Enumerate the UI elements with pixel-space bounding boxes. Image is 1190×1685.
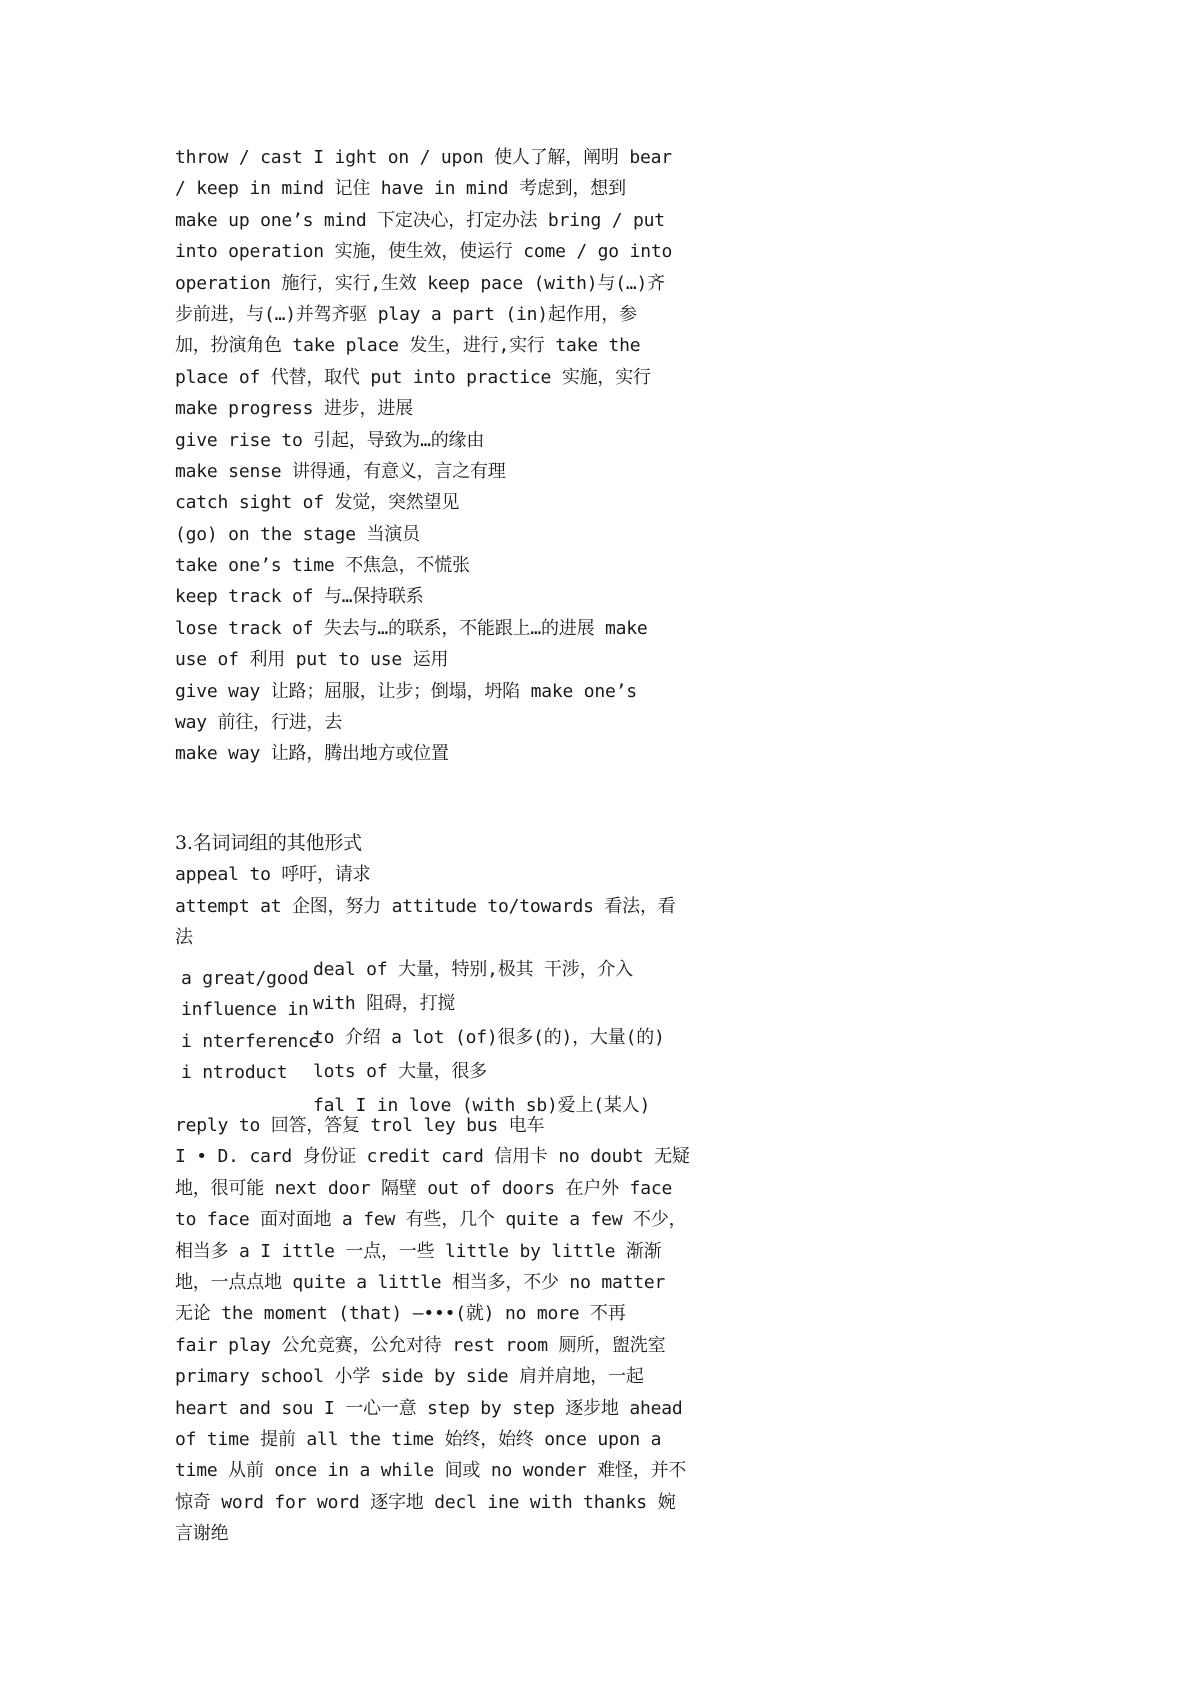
text-line: make way 让路，腾出地方或位置	[175, 743, 449, 765]
text-line: 法	[175, 927, 193, 949]
table-left-column	[181, 963, 320, 1089]
two-column-table	[175, 953, 695, 1116]
text-line: 无论 the moment (that) —•••(就) no more 不再	[175, 1303, 626, 1325]
table-cell: deal of 大量，特别,极其 干涉，介入	[313, 959, 633, 980]
text-line: heart and sou I 一心一意 step by step 逐步地 ahead	[175, 1397, 683, 1419]
text-line: appeal to 呼吁，请求	[175, 864, 371, 886]
phrase-list-section-1	[175, 142, 695, 770]
table-cell: a great/good	[181, 968, 309, 989]
section-heading: 3.名词词组的其他形式	[175, 832, 362, 854]
text-line: make progress 进步，进展	[175, 398, 413, 420]
phrase-list-section-2	[175, 1110, 695, 1549]
text-line: 步前进，与(…)并驾齐驱 play a part (in)起作用，参	[175, 303, 637, 325]
text-line: give rise to 引起，导致为…的缘由	[175, 429, 485, 451]
table-cell: lots of 大量，很多	[313, 1061, 488, 1082]
text-line: reply to 回答，答复 trol ley bus 电车	[175, 1115, 545, 1136]
text-line: 相当多 a I ittle 一点，一些 little by little 渐渐	[175, 1240, 662, 1262]
text-line: 地，很可能 next door 隔壁 out of doors 在户外 face	[175, 1177, 673, 1199]
text-line: keep track of 与…保持联系	[175, 586, 424, 608]
text-line: I • D. card 身份证 credit card 信用卡 no doubt 无疑	[175, 1146, 690, 1168]
text-line: primary school 小学 side by side 肩并肩地，一起	[175, 1366, 644, 1388]
text-line: 加，扮演角色 take place 发生，进行,实行 take the	[175, 335, 641, 357]
text-line: throw / cast I ight on / upon 使人了解，阐明 bear	[175, 147, 672, 168]
text-line: (go) on the stage 当演员	[175, 523, 420, 545]
table-right-column	[313, 953, 693, 1123]
text-line: attempt at 企图，努力 attitude to/towards 看法，看	[175, 895, 676, 917]
table-cell: i nterference	[181, 1030, 320, 1052]
text-line: time 从前 once in a while 间或 no wonder 难怪，并不	[175, 1460, 687, 1482]
text-line: to face 面对面地 a few 有些，几个 quite a few 不少，	[175, 1209, 687, 1231]
text-line: 言谢绝	[175, 1523, 229, 1545]
text-line: way 前往，行进，去	[175, 712, 343, 734]
text-line: place of 代替，取代 put into practice 实施，实行	[175, 366, 651, 388]
text-line: use of 利用 put to use 运用	[175, 649, 449, 671]
text-line: take one’s time 不焦急，不慌张	[175, 555, 470, 577]
table-cell: influence in	[181, 999, 309, 1021]
text-line: operation 施行，实行,生效 keep pace (with)与(…)齐	[175, 272, 665, 294]
text-line: of time 提前 all the time 始终，始终 once upon a	[175, 1428, 662, 1450]
table-cell: to 介绍 a lot (of)很多(的)，大量(的)	[313, 1027, 665, 1048]
text-line: into operation 实施，使生效，使运行 come / go into	[175, 241, 673, 263]
text-line: / keep in mind 记住 have in mind 考虑到，想到	[175, 178, 626, 200]
text-line: catch sight of 发觉，突然望见	[175, 492, 460, 514]
text-line: lose track of 失去与…的联系，不能跟上…的进展 make	[175, 617, 648, 639]
text-line: 地，一点点地 quite a little 相当多，不少 no matter	[175, 1271, 666, 1293]
text-line: fair play 公允竞赛，公允对待 rest room 厕所，盥洗室	[175, 1334, 666, 1356]
table-cell: fal I in love (with sb)爱上(某人)	[313, 1095, 651, 1116]
text-line: make up one’s mind 下定决心，打定办法 bring / put	[175, 209, 665, 231]
table-cell: i ntroduct	[181, 1062, 288, 1084]
text-line: 惊奇 word for word 逐字地 decl ine with thanks 婉	[175, 1491, 676, 1513]
table-cell: with 阻碍，打搅	[313, 993, 456, 1014]
phrase-list-section-2-intro	[175, 828, 695, 954]
text-line: make sense 讲得通，有意义，言之有理	[175, 460, 506, 482]
text-line: give way 让路；屈服，让步；倒塌，坍陷 make one’s	[175, 680, 637, 702]
